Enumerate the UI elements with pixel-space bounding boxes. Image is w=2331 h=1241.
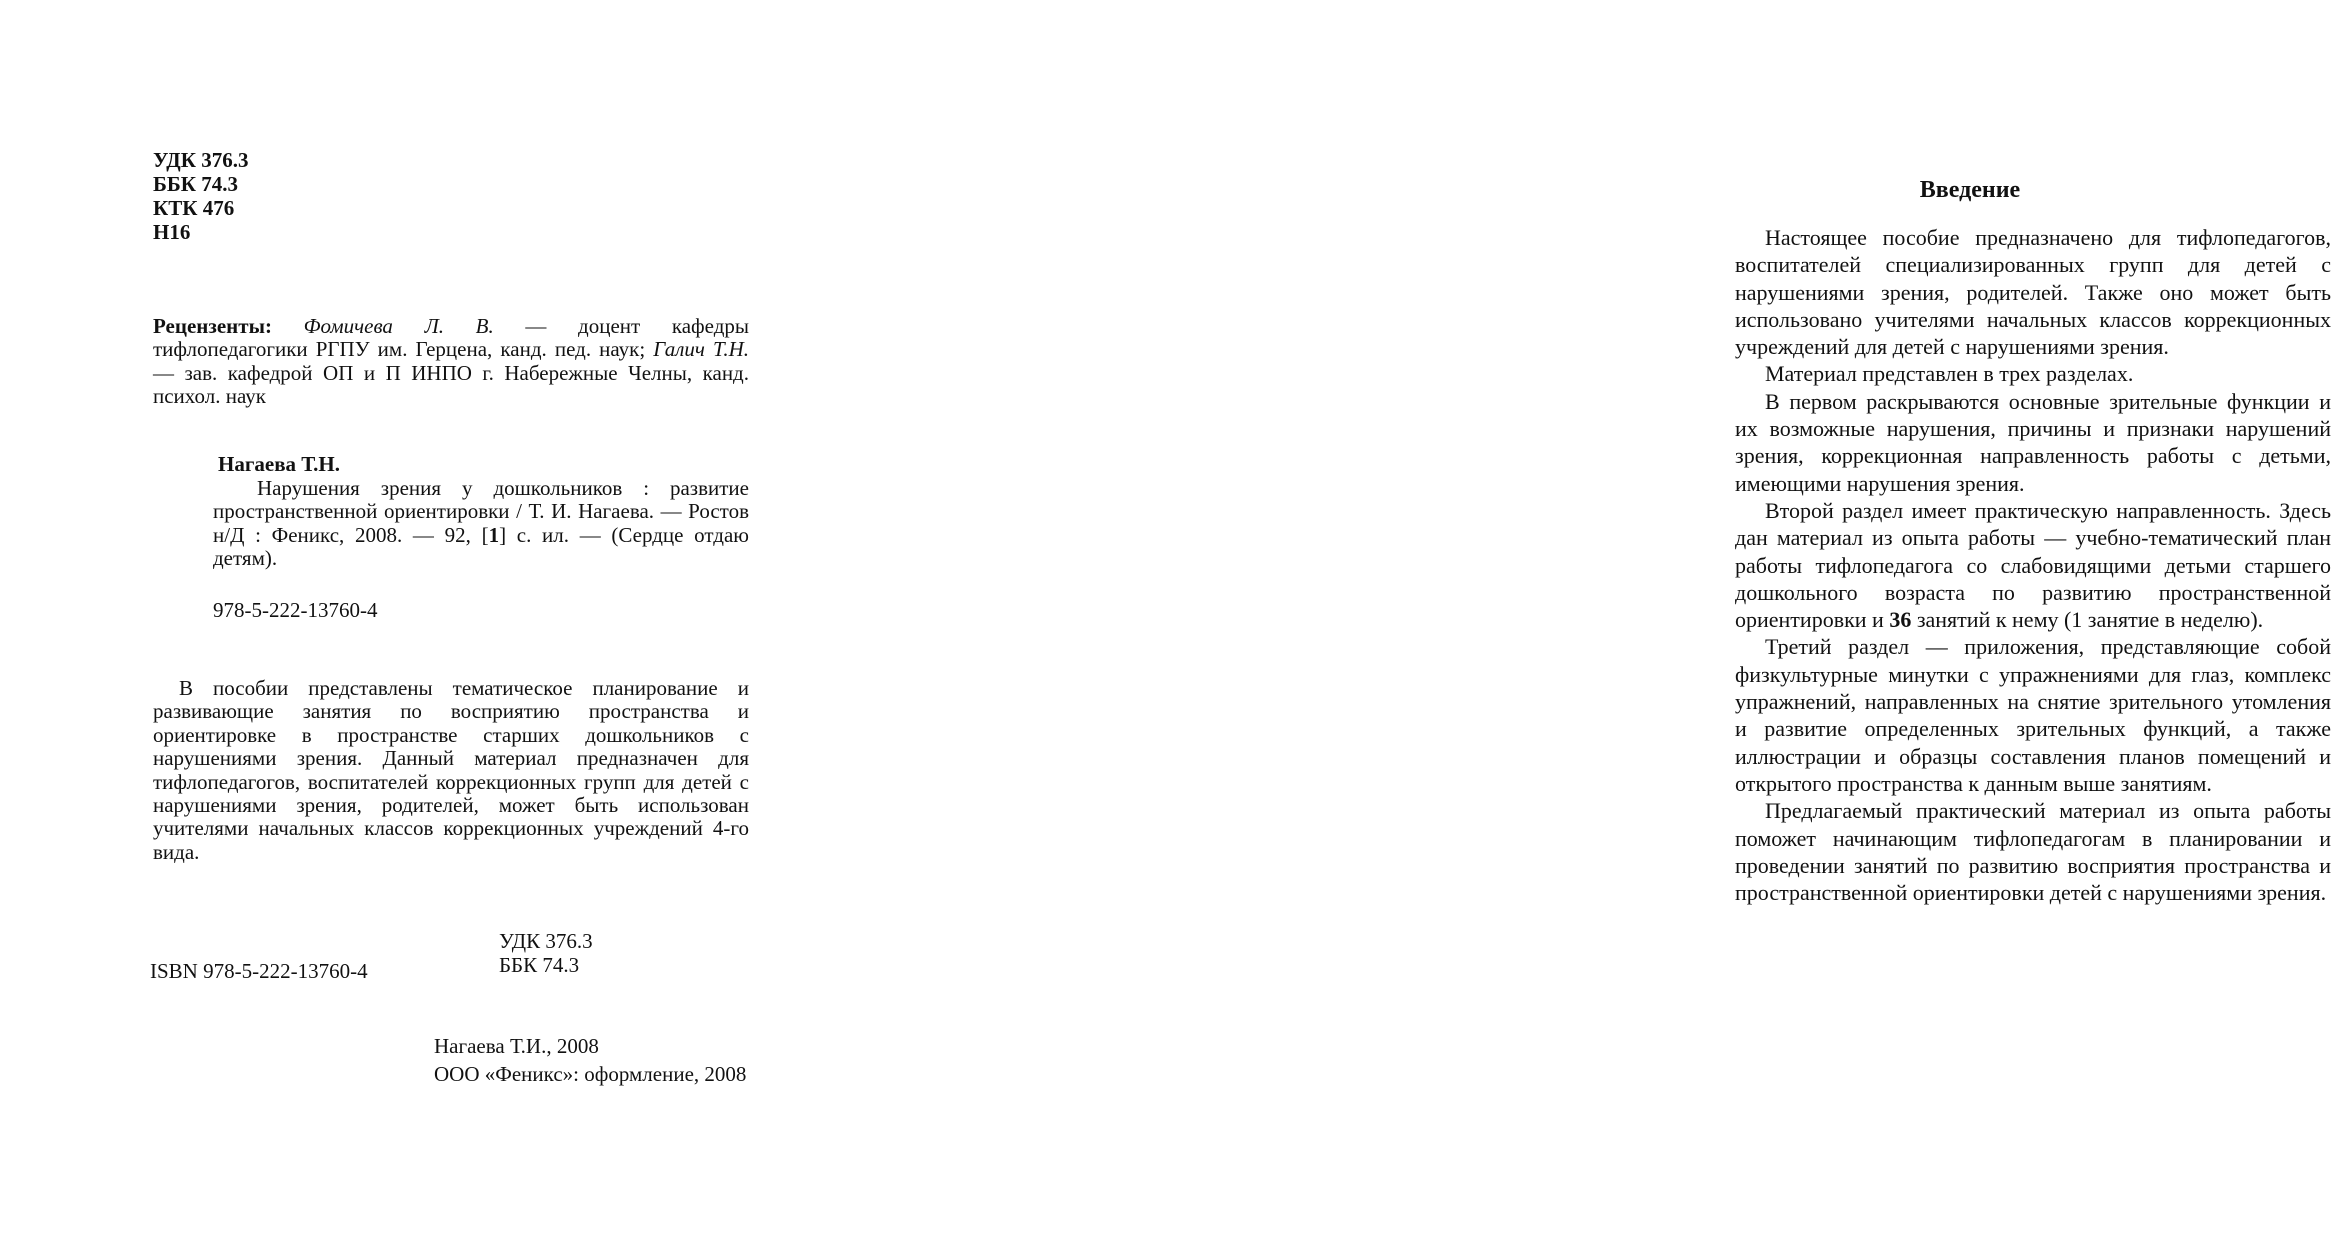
reviewer-name-1: Фомичева Л. В. <box>303 314 494 338</box>
isbn-full: ISBN 978-5-222-13760-4 <box>150 959 368 983</box>
paragraph: Материал представлен в трех разделах. <box>1765 361 2134 387</box>
reviewer-info-1: — доцент кафедры тифлопедагогики РГПУ им. Герцена, канд. пед. наук; <box>153 314 750 362</box>
reviewers-label: Рецензенты: <box>153 314 272 338</box>
paragraph: Настоящее пособие предназначено для тифлопедагогов, воспитателей специализированных групп для детей с нарушениями зрения, родителей. Также оно может быть использовано учителями начальных классов коррекционных учреждений для детей с нарушениями зрения. <box>1735 225 2331 360</box>
copyright-publisher: ООО «Феникс»: оформление, 2008 <box>434 1062 747 1086</box>
author-name: Нагаева Т.Н. <box>218 452 341 476</box>
reviewer-name-2: Галич Т.Н. <box>653 337 749 362</box>
classification-codes <box>153 148 248 244</box>
reviewers <box>153 315 749 409</box>
copyright-author: Нагаева Т.И., 2008 <box>434 1034 599 1058</box>
page-title: Введение <box>1919 177 2021 203</box>
paragraph: Третий раздел — приложения, представляющие собой физкультурные минутки с упражнениями для глаз, комплекс упражнений, направленных на снятие зрительного утомления и развитие определенных зрительных функций, а также иллюстрации и образцы составления планов помещений и открытого пространства к данным выше занятиям. <box>1735 634 2331 796</box>
introduction-text <box>1735 224 2331 906</box>
paragraph: Предлагаемый практический материал из опыта работы поможет начинающим тифлопедагогам в планировании и проведении занятий по развитию восприятия пространства и пространственной ориентировки детей с нарушениями зрения. <box>1735 798 2331 906</box>
isbn-short: 978-5-222-13760-4 <box>213 598 378 622</box>
right-page <box>877 0 2331 1241</box>
copyright <box>434 1032 746 1088</box>
left-page <box>0 0 877 1241</box>
udk-code: УДК 376.3 <box>153 148 249 172</box>
bbk-code: ББК 74.3 <box>153 172 238 196</box>
bibliographic-record: Нарушения зрения у дошкольников : развитие пространственной ориентировки / Т. И. Нагаева. — Ростов н/Д : Феникс, 2008. — 92, [1] с. ил. — (Сердце отдаю детям). <box>213 476 749 571</box>
author-mark: Н16 <box>153 220 191 244</box>
paragraph: В первом раскрываются основные зрительные функции и их возможные нарушения, причины и признаки нарушений зрения, коррекционная направленность работы с детьми, имеющими нарушения зрения. <box>1735 388 2331 496</box>
reviewer-info-2: — зав. кафедрой ОП и П ИНПО г. Набережные Челны, канд. психол. наук <box>153 360 749 409</box>
paragraph: Второй раздел имеет практическую направленность. Здесь дан материал из опыта работы — учебно-тематический план работы тифлопедагога со слабовидящими детьми старшего дошкольного возраста по развитию пространственной ориентировки и 36 занятий к нему (1 занятие в неделю). <box>1735 497 2331 633</box>
ktk-code: КТК 476 <box>153 196 235 220</box>
udk-bbk-bottom: УДК 376.3 ББК 74.3 <box>499 929 593 977</box>
abstract: В пособии представлены тематическое планирование и развивающие занятия по восприятию пространства и ориентировке в пространстве старших дошкольников с нарушениями зрения. Данный материал предназначен для тифлопедагогов, воспитателей коррекционных групп для детей с нарушениями зрения, родителей, может быть использован учителями начальных классов коррекционных учреждений 4-го вида. <box>153 676 749 864</box>
